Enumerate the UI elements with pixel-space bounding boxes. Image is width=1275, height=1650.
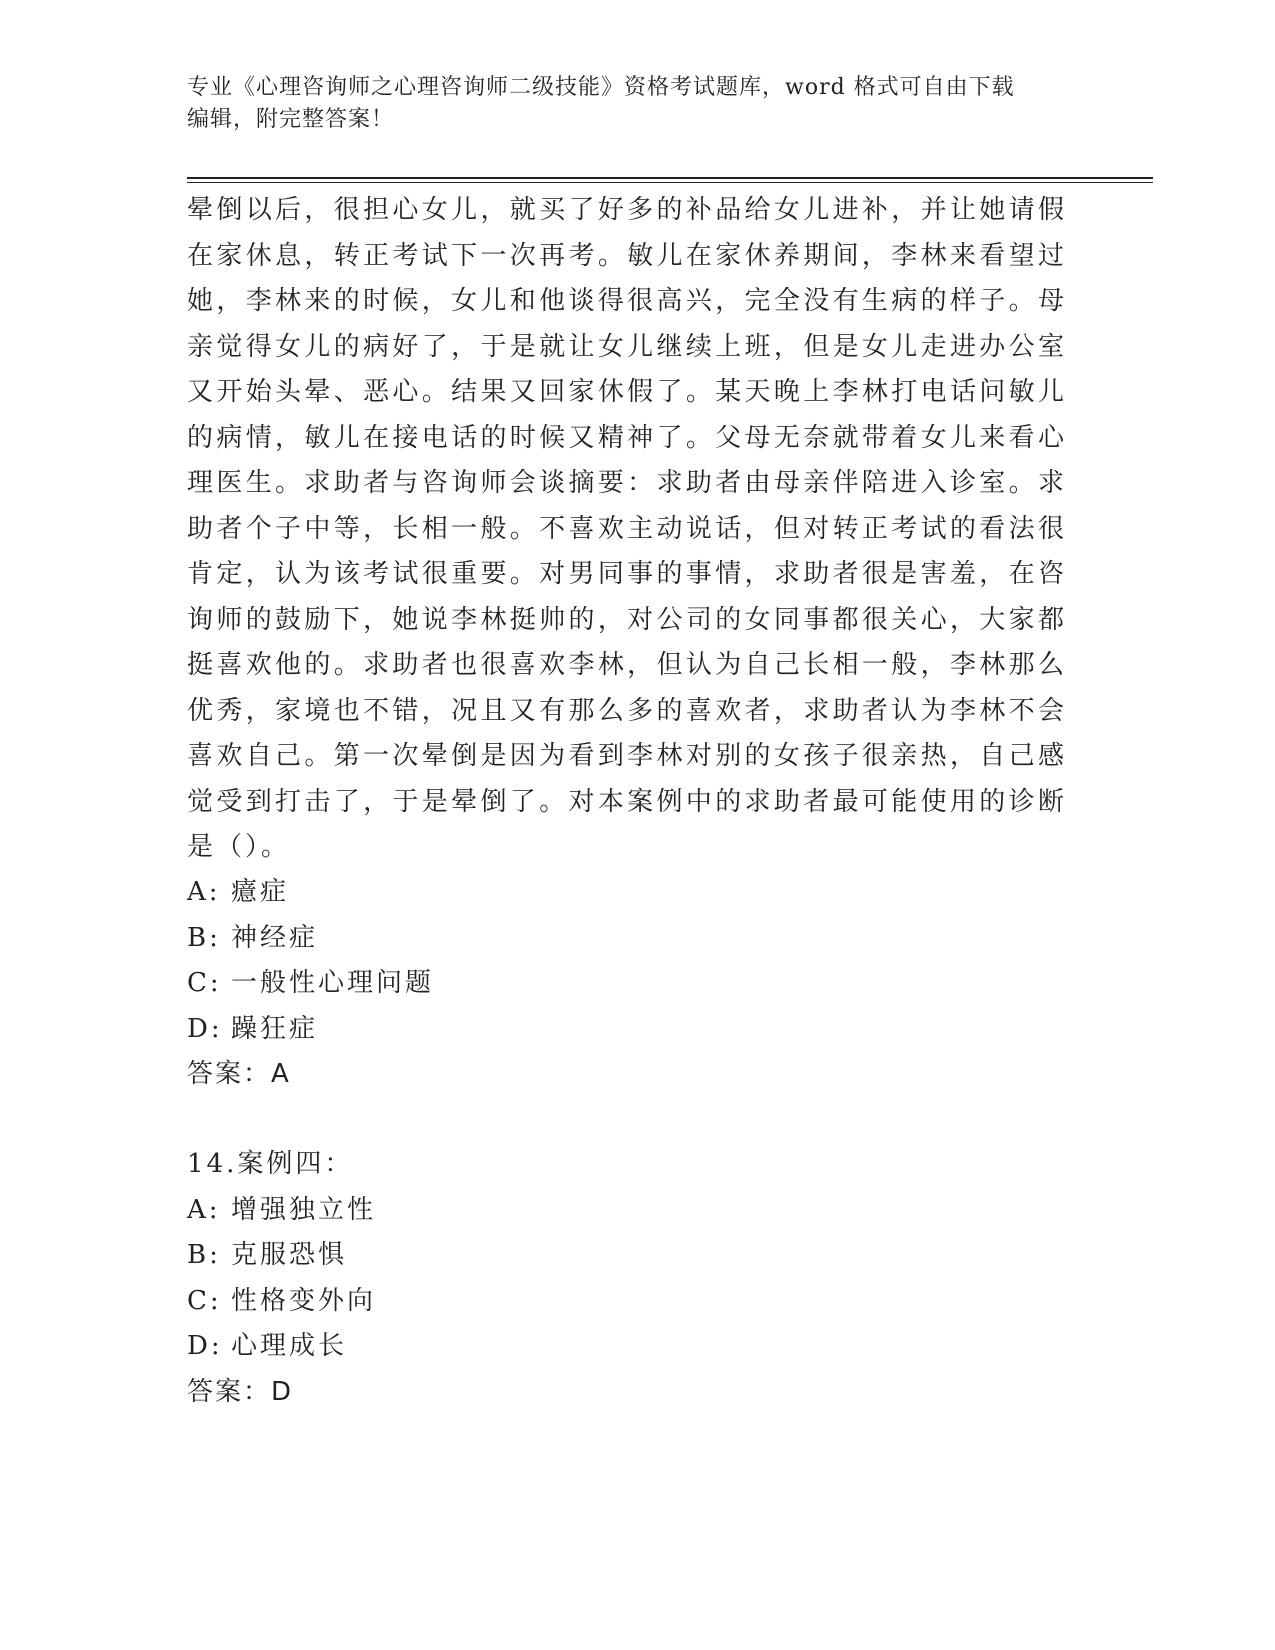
- option-label: C:: [187, 1285, 222, 1316]
- option-text: 一般性心理问题: [231, 968, 435, 998]
- option-a: [187, 1188, 1067, 1234]
- option-label: D:: [187, 1331, 223, 1361]
- option-text: 心理成长: [231, 1331, 348, 1361]
- option-label: B:: [187, 922, 221, 953]
- header-rule-thin: [187, 182, 1153, 183]
- header-rule-thick: [187, 177, 1153, 179]
- header-line-2: 编辑，附完整答案！: [187, 107, 395, 132]
- option-text: 增强独立性: [231, 1194, 377, 1225]
- option-c: [187, 1279, 1067, 1325]
- question-14: [187, 1142, 1067, 1415]
- question-14-title: 14.案例四：: [187, 1149, 354, 1179]
- option-text: 性格变外向: [231, 1285, 377, 1316]
- question-14-answer: 答案：D: [187, 1376, 294, 1407]
- option-label: D:: [187, 1013, 223, 1044]
- option-c: [187, 961, 1067, 1007]
- option-d: [187, 1324, 1067, 1370]
- question-13-paragraph: 晕倒以后，很担心女儿，就买了好多的补品给女儿进补，并让她请假在家休息，转正考试下一次再考。敏儿在家休养期间，李林来看望过她，李林来的时候，女儿和他谈得很高兴，完全没有生病的样子。母亲觉得女儿的病好了，于是就让女儿继续上班，但是女儿走进办公室又开始头晕、恶心。结果又回家休假了。某天晚上李林打电话问敏儿的病情，敏儿在接电话的时候又精神了。父母无奈就带着女儿来看心理医生。求助者与咨询师会谈摘要：求助者由母亲伴陪进入诊室。求助者个子中等，长相一般。不喜欢主动说话，但对转正考试的看法很肯定，认为该考试很重要。对男同事的事情，求助者很是害羞，在咨询师的鼓励下，她说李林挺帅的，对公司的女同事都很关心，大家都挺喜欢他的。求助者也很喜欢李林，但认为自己长相一般，李林那么优秀，家境也不错，况且又有那么多的喜欢者，求助者认为李林不会喜欢自己。第一次晕倒是因为看到李林对别的女孩子很亲热，自己感觉受到打击了，于是晕倒了。对本案例中的求助者最可能使用的诊断是（）。: [187, 195, 1067, 862]
- option-label: A:: [187, 1194, 221, 1225]
- option-b: [187, 1233, 1067, 1279]
- option-label: A:: [187, 877, 221, 907]
- option-text: 克服恐惧: [231, 1240, 348, 1270]
- option-label: B:: [187, 1240, 221, 1270]
- question-13-options: [187, 870, 1067, 1098]
- question-13-answer: 答案：A: [187, 1059, 291, 1089]
- option-label: C:: [187, 968, 222, 998]
- option-b: [187, 916, 1067, 962]
- option-d: [187, 1007, 1067, 1053]
- option-text: 神经症: [231, 922, 319, 953]
- option-a: [187, 870, 1067, 916]
- option-text: 躁狂症: [231, 1013, 319, 1044]
- header-line-1: 专业《心理咨询师之心理咨询师二级技能》资格考试题库，word 格式可自由下载: [187, 75, 1015, 100]
- option-text: 癔症: [231, 877, 290, 907]
- document-header: [187, 72, 1067, 136]
